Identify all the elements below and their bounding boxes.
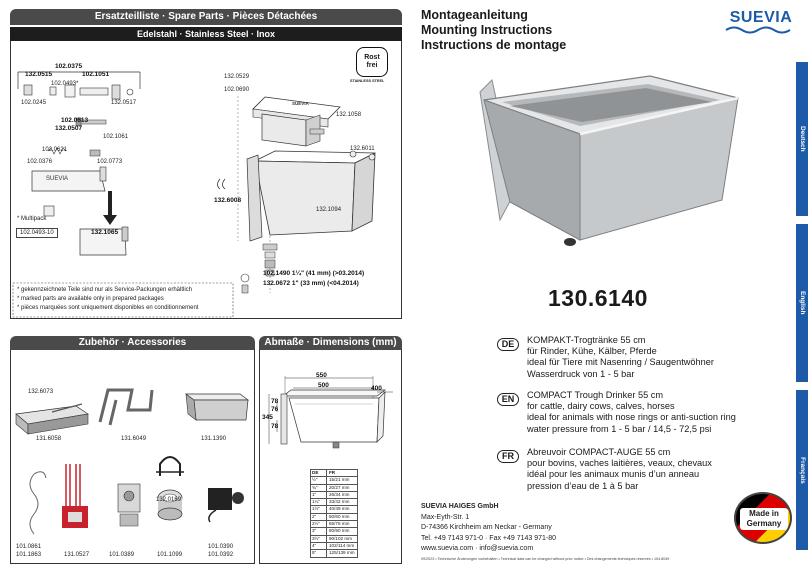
thread-inch: 5" <box>311 550 327 556</box>
company-web[interactable]: www.suevia.com · info@suevia.com <box>421 545 534 553</box>
rostfrei-word-2: frei <box>366 62 378 69</box>
part-102-0690: 102.0690 <box>224 87 250 93</box>
company-street: Max-Eyth-Str. 1 <box>421 513 470 521</box>
rostfrei-badge <box>356 47 388 77</box>
part-132-1094: 132.1094 <box>316 207 342 213</box>
thread-inch: ¾" <box>311 485 327 491</box>
thread-inch: 1½" <box>311 506 327 512</box>
desc-en-line-4: water pressure from 1 - 5 bar / 14,5 - 72,5 psi <box>527 423 712 434</box>
dim-345: 345 <box>262 414 273 421</box>
thread-mm: 20/27 mm <box>329 484 350 490</box>
thread-mm: 90/102 mm <box>329 535 352 541</box>
acc-101-1863: 101.1863 <box>16 552 42 558</box>
spare-parts-header: Ersatzteilliste · Spare Parts · Pièces Détachées <box>10 9 402 25</box>
desc-fr-line-4: pression d’eau de 1 à 5 bar <box>527 480 639 491</box>
thread-table-row <box>310 514 358 521</box>
desc-en-line-3: ideal for animals with nose rings or anti-suction ring <box>527 412 736 423</box>
acc-101-0390: 101.0390 <box>208 544 234 550</box>
thread-mm: 102/114 mm <box>329 542 355 548</box>
company-phone: Tel. +49 7143 971-0 · Fax +49 7143 971-80 <box>421 534 557 542</box>
company-city: D-74366 Kirchheim am Neckar - Germany <box>421 524 552 532</box>
valve-paddle-label: SUEVIA <box>46 176 69 182</box>
rostfrei-caption: STAINLESS STEEL <box>350 79 385 83</box>
thread-col-de: DE <box>311 470 327 476</box>
footer-note: 09/2023 • Technische Änderungen vorbehalten • Technical data can be changed without prior notice • Des changements techniques réservés • 104.8049 <box>421 557 670 561</box>
desc-fr-line-2: pour bovins, vaches laitières, veaux, chevaux <box>527 458 712 469</box>
thread-inch: 2" <box>311 514 327 520</box>
part-102-0376: 102.0376 <box>27 159 53 165</box>
note-de: * gekennzeichnete Teile sind nur als Service-Packungen erhältlich <box>17 287 192 293</box>
part-132-0507: 132.0507 <box>55 125 83 132</box>
valve-box-label: SUEVIA <box>292 101 309 106</box>
dim-78-bottom: 78 <box>271 423 279 430</box>
thread-table-row <box>310 477 358 484</box>
part-102-0773: 102.0773 <box>97 159 123 165</box>
instruction-heading-en: Mounting Instructions <box>421 23 553 37</box>
thread-col-fr: FR <box>329 470 336 475</box>
desc-de-line-1: KOMPAKT-Trogtränke 55 cm <box>527 335 646 345</box>
thread-mm: 26/34 mm <box>329 491 350 497</box>
product-number: 130.6140 <box>548 285 648 311</box>
note-fr: * pièces marquées sont uniquement disponibles en conditionnement <box>17 305 199 311</box>
thread-inch: 3" <box>311 528 327 534</box>
thread-table-row <box>310 506 358 513</box>
dim-78-top: 78 <box>271 398 279 405</box>
lang-badge-en: EN <box>497 393 519 406</box>
thread-table-row <box>310 536 358 543</box>
part-102-1051: 102.1051 <box>82 71 110 78</box>
thread-mm: 80/90 mm <box>329 528 350 534</box>
drain-part-1: 102.1490 1¼" (41 mm) (>03.2014) <box>263 270 365 277</box>
part-102-1061: 102.1061 <box>103 134 129 140</box>
note-en: * marked parts are available only in prepared packages <box>17 296 164 302</box>
thread-inch: 2½" <box>311 521 327 527</box>
thread-mm: 50/60 mm <box>329 513 350 519</box>
part-102-0375: 102.0375 <box>55 63 83 70</box>
desc-de-line-4: Wasserdruck von 1 - 5 bar <box>527 368 635 379</box>
desc-de-line-3: ideal für Tiere mit Nasenring / Saugentwöhner <box>527 357 714 368</box>
dim-550: 550 <box>316 372 327 379</box>
desc-de <box>527 335 714 380</box>
part-102-0621: 102.0621 <box>42 147 68 153</box>
thread-table-row <box>310 521 358 528</box>
acc-131-6058: 131.6058 <box>36 436 62 442</box>
thread-table-row <box>310 492 358 499</box>
acc-101-1099: 101.1099 <box>157 552 183 558</box>
dim-76: 76 <box>271 406 279 413</box>
acc-132-6073: 132.6073 <box>28 389 54 395</box>
part-132-1065: 132.1065 <box>91 229 119 236</box>
lang-badge-fr: FR <box>497 450 519 463</box>
side-tab-deutsch[interactable]: Deutsch <box>796 62 808 216</box>
part-132-6008: 132.6008 <box>214 197 242 204</box>
multipack-label: * Multipack <box>17 216 47 222</box>
part-102-0493: 102.0493* <box>51 81 79 87</box>
drain-part-2: 132.0672 1" (33 mm) (<04.2014) <box>263 280 359 287</box>
acc-131-1390: 131.1390 <box>201 436 227 442</box>
part-102-0245: 102.0245 <box>21 100 47 106</box>
thread-inch: ½" <box>311 477 327 483</box>
thread-mm: 66/76 mm <box>329 521 350 527</box>
thread-mm: 33/42 mm <box>329 499 350 505</box>
desc-en-line-2: for cattle, dairy cows, calves, horses <box>527 401 675 412</box>
product-image <box>470 70 770 260</box>
company-block <box>421 502 556 555</box>
thread-mm: 40/49 mm <box>329 506 350 512</box>
dimensions-header: Abmaße · Dimensions (mm) <box>259 336 402 350</box>
acc-131-6049: 131.6049 <box>121 436 147 442</box>
thread-table-row <box>310 543 358 550</box>
thread-mm: 15/21 mm <box>329 477 350 483</box>
thread-table-row <box>310 485 358 492</box>
desc-en-line-1: COMPACT Trough Drinker 55 cm <box>527 390 663 400</box>
company-name: SUEVIA HAIGES GmbH <box>421 503 499 510</box>
made-in-germany-badge <box>734 492 792 544</box>
part-132-1058: 132.1058 <box>336 112 362 118</box>
part-132-0529: 132.0529 <box>224 74 250 80</box>
thread-table-row <box>310 528 358 535</box>
thread-inch: 1¼" <box>311 499 327 505</box>
part-132-0515: 132.0515 <box>25 71 53 78</box>
desc-fr-line-3: idéal pour les animaux munis d’un anneau <box>527 469 700 480</box>
acc-101-0392: 101.0392 <box>208 552 234 558</box>
desc-fr-line-1: Abreuvoir COMPACT-AUGE 55 cm <box>527 447 671 457</box>
thread-table-row <box>310 550 358 557</box>
side-tab-english[interactable]: English <box>796 224 808 382</box>
thread-inch: 4" <box>311 543 327 549</box>
desc-fr <box>527 447 712 492</box>
thread-mm: 125/139 mm <box>329 550 355 556</box>
desc-en <box>527 390 736 435</box>
thread-inch: 1" <box>311 492 327 498</box>
acc-101-0389: 101.0389 <box>109 552 135 558</box>
dimensions-drawing <box>259 350 402 460</box>
instruction-heading-de: Montageanleitung <box>421 8 528 22</box>
part-132-6011: 132.6011 <box>350 146 375 152</box>
dim-500: 500 <box>318 382 329 389</box>
instruction-heading-fr: Instructions de montage <box>421 38 567 52</box>
acc-101-0861: 101.0861 <box>16 544 42 550</box>
part-102-0613: 102.0613 <box>61 117 89 124</box>
accessories-header: Zubehör · Accessories <box>10 336 255 350</box>
thread-inch: 3½" <box>311 536 327 542</box>
lang-badge-de: DE <box>497 338 519 351</box>
part-132-0517: 132.0517 <box>111 100 137 106</box>
rostfrei-word-1: Rost <box>364 54 380 61</box>
side-tab-francais[interactable]: Français <box>796 390 808 550</box>
made-in-line-1: Made in <box>749 509 779 518</box>
acc-132-0169: 132.0169 <box>156 497 182 503</box>
material-subheader: Edelstahl · Stainless Steel · Inox <box>10 27 402 41</box>
dim-400: 400 <box>371 385 382 392</box>
thread-table-header <box>310 469 358 477</box>
suevia-logo <box>724 8 798 36</box>
accessories-drawing <box>10 350 255 564</box>
made-in-line-2: Germany <box>746 519 782 528</box>
desc-de-line-2: für Rinder, Kühe, Kälber, Pferde <box>527 346 657 357</box>
acc-131-0527: 131.0527 <box>64 552 90 558</box>
multipack-code: 102.0493-10 <box>16 228 58 238</box>
suevia-logo-text: SUEVIA <box>729 9 793 26</box>
thread-table <box>310 469 358 558</box>
